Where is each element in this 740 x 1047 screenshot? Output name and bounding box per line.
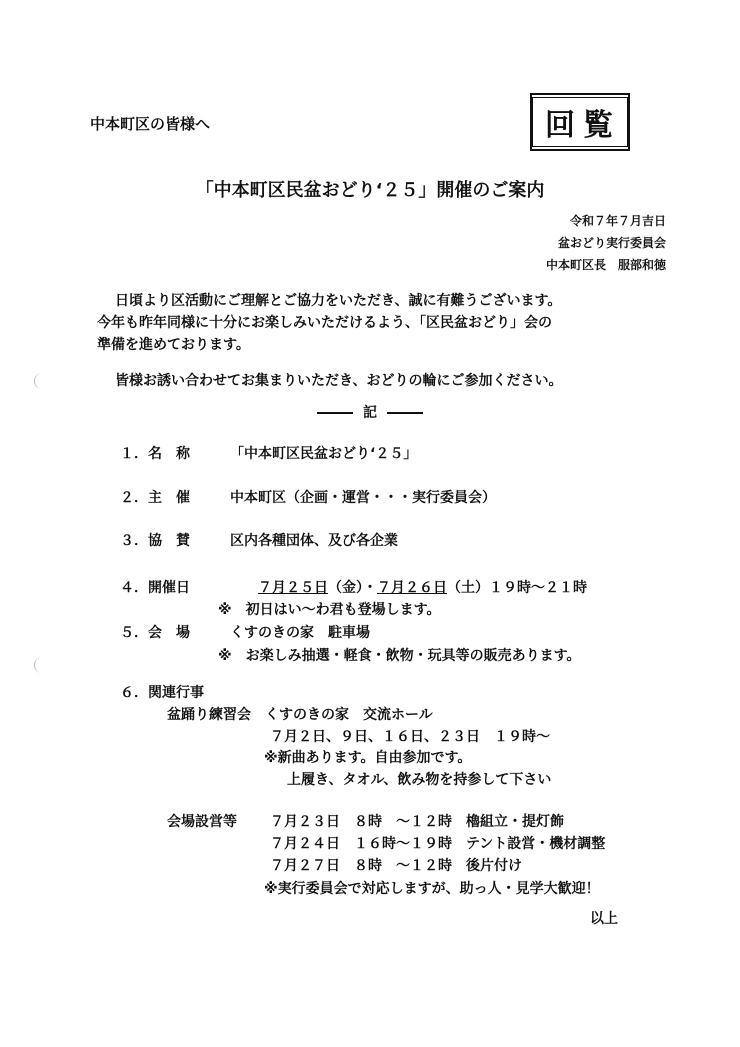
practice-dates: ７月２日、９日、１６日、２３日 １９時～ <box>270 729 550 745</box>
date-second: ７月２６日 <box>377 580 447 596</box>
item-label: 会 場 <box>148 625 190 641</box>
item-label: 名 称 <box>148 446 190 462</box>
item-name <box>120 443 417 463</box>
item-num: ３． <box>120 533 148 549</box>
item-label: 協 賛 <box>148 533 190 549</box>
circulation-stamp <box>530 93 630 151</box>
item-value: 中本町区（企画・運営・・・実行委員会） <box>230 490 496 506</box>
item-value: 区内各種団体、及び各企業 <box>230 533 398 549</box>
ki-text: 記 <box>363 405 377 421</box>
issuer-committee: 盆おどり実行委員会 <box>557 236 666 250</box>
day-first: （金）・ <box>328 580 377 596</box>
setup-note: ※実行委員会で対応しますが、助っ人・見学大歓迎！ <box>264 881 600 897</box>
item-num: ２． <box>120 490 148 506</box>
practice-row <box>167 704 433 724</box>
body-line-4: 皆様お誘い合わせてお集まりいただき、おどりの輪にご参加ください。 <box>115 373 563 389</box>
body-line-1: 日頃より区活動にご理解とご協力をいただき、誠に有難うございます。 <box>115 293 562 309</box>
practice-note-2: 上履き、タオル、飲み物を持参して下さい <box>287 772 552 788</box>
item-venue <box>120 622 370 642</box>
item-num: ４． <box>120 580 148 596</box>
item-label: 関連行事 <box>148 685 204 701</box>
recipient: 中本町区の皆様へ <box>90 115 211 133</box>
item-label: 主 催 <box>148 490 190 506</box>
date-note: ※ 初日はい～わ君も登場します。 <box>218 602 441 618</box>
item-related-events <box>120 682 204 702</box>
issue-date: 令和７年７月吉日 <box>569 214 666 228</box>
item-num: １． <box>120 446 148 462</box>
item-date <box>120 577 587 597</box>
punch-hole-mark <box>34 657 45 673</box>
item-value: くすのきの家 駐車場 <box>230 625 370 641</box>
item-num: ６． <box>120 685 148 701</box>
setup-row-2: ７月２４日 １６時～１９時 テント設営・機材調整 <box>270 836 606 852</box>
date-first: ７月２５日 <box>258 580 328 596</box>
setup-row-1: ７月２３日 ８時 ～１２時 櫓組立・提灯飾 <box>270 814 564 830</box>
punch-hole-mark <box>34 373 45 389</box>
ki-rule-left <box>317 412 353 414</box>
body-line-2: 今年も昨年同様に十分にお楽しみいただけるよう、「区民盆おどり」会の <box>97 315 552 331</box>
setup-row-3: ７月２７日 ８時 ～１２時 後片付け <box>270 858 522 874</box>
item-organizer <box>120 487 496 507</box>
page-title: 「中本町区民盆おどり‘２５」開催のご案内 <box>195 180 545 201</box>
venue-note: ※ お楽しみ抽選・軽食・飲物・玩具等の販売あります。 <box>218 648 581 664</box>
item-label: 開催日 <box>148 580 190 596</box>
ki-heading <box>0 402 740 422</box>
item-num: ５． <box>120 625 148 641</box>
practice-note-1: ※新曲あります。自由参加です。 <box>264 750 472 766</box>
body-line-3: 準備を進めております。 <box>97 337 250 353</box>
item-sponsor <box>120 530 398 550</box>
item-value: 「中本町区民盆おどり‘２５」 <box>230 446 418 462</box>
issuer-head: 中本町区長 服部和徳 <box>545 258 666 272</box>
closing: 以上 <box>590 911 618 927</box>
stamp-text: 回覧 <box>532 97 628 147</box>
ki-rule-right <box>387 412 423 414</box>
practice-label: 盆踊り練習会 <box>167 707 251 723</box>
day-second-time: （土）１９時～２１時 <box>447 580 587 596</box>
practice-place: くすのきの家 交流ホール <box>265 707 433 723</box>
setup-label: 会場設営等 <box>167 814 237 830</box>
